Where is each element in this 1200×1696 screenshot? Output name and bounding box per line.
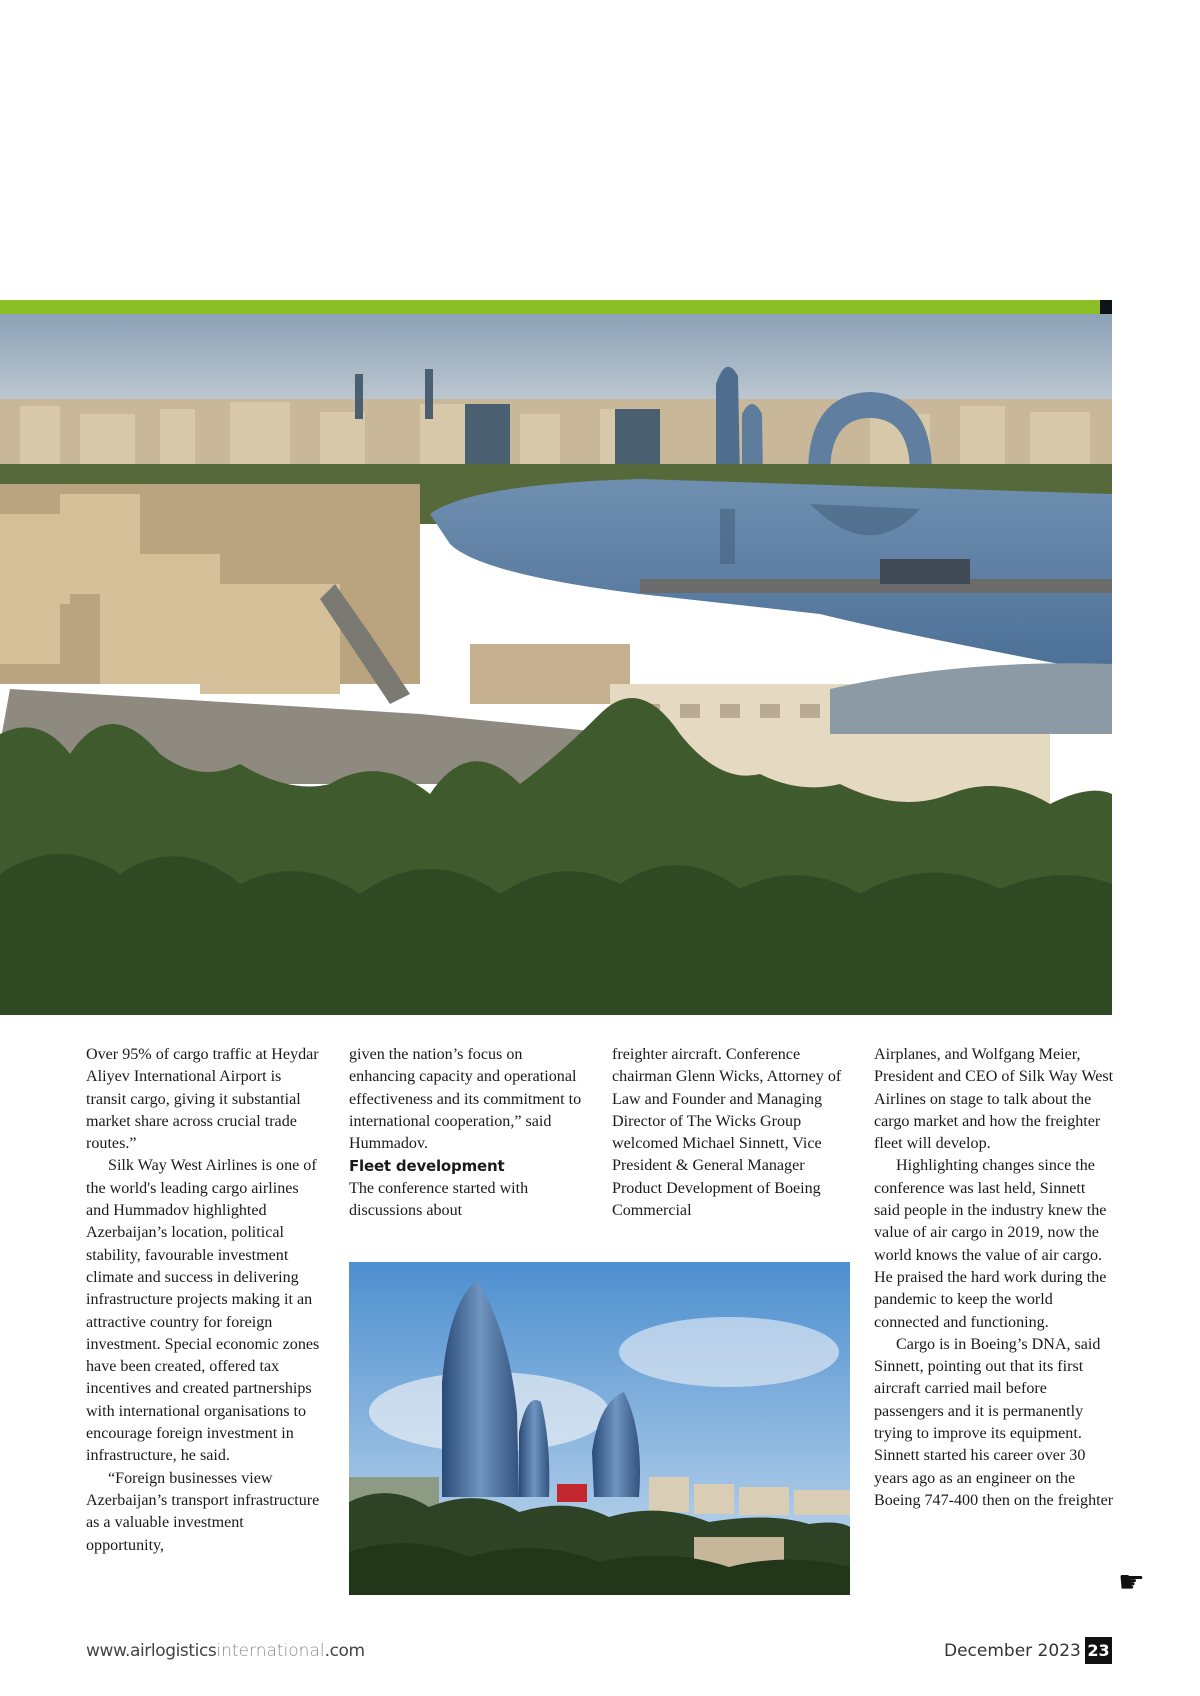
footer-website[interactable] <box>86 1641 365 1661</box>
url-light: international <box>216 1641 325 1661</box>
text-column-4 <box>874 1044 1114 1512</box>
url-prefix: www.airlogistics <box>86 1641 217 1661</box>
paragraph: Highlighting changes since the conference was last held, Sinnett said people in the industry knew the value of air cargo in 2019, now the world knows the value of air cargo. He praised the hard work during the pandemic to keep the world connected and functioning. <box>874 1157 1107 1331</box>
paragraph: The conference started with discussions about <box>349 1179 529 1220</box>
text-column-2 <box>349 1044 589 1222</box>
page-number: 23 <box>1085 1637 1112 1664</box>
flame-towers-photo <box>349 1262 850 1595</box>
paragraph: freighter aircraft. Conference chairman Glenn Wicks, Attorney of Law and Founder and Managing Director of The Wicks Group welcomed Michael Sinnett, Vice President & General Manager Product Development of Boeing Commercial <box>612 1046 842 1220</box>
paragraph: “Foreign businesses view Azerbaijan’s transport infrastructure as a valuable investment opportunity, <box>86 1469 320 1554</box>
accent-bar <box>0 300 1100 314</box>
paragraph: given the nation’s focus on enhancing capacity and operational effectiveness and its commitment to international cooperation,” said Hummadov. <box>349 1046 582 1153</box>
accent-square <box>1100 300 1112 314</box>
paragraph: Cargo is in Boeing’s DNA, said Sinnett, pointing out that its first aircraft carried mail before passengers and it is permanently trying to improve its equipment. Sinnett started his career over 30 years ago as an engineer on the Boeing 747-400 then on the freighter <box>874 1335 1114 1509</box>
paragraph: Over 95% of cargo traffic at Heydar Aliyev International Airport is transit cargo, giving it substantial market share across crucial trade routes.” <box>86 1046 319 1153</box>
text-column-3 <box>612 1044 852 1222</box>
continue-pointer-icon: ☛ <box>1118 1565 1145 1600</box>
hero-photo-baku-bay <box>0 314 1112 1015</box>
section-subheading: Fleet development <box>349 1157 505 1176</box>
footer-date: December 2023 <box>944 1641 1081 1661</box>
paragraph: Silk Way West Airlines is one of the world's leading cargo airlines and Hummadov highlighted Azerbaijan’s location, political stability, favourable investment climate and success in delivering infrastructure projects making it an attractive country for foreign investment. Special economic zones have been created, offered tax incentives and created partnerships with international organisations to encourage foreign investment in infrastructure, he said. <box>86 1157 320 1465</box>
text-column-1 <box>86 1044 321 1557</box>
url-suffix: .com <box>324 1641 365 1661</box>
paragraph: Airplanes, and Wolfgang Meier, President and CEO of Silk Way West Airlines on stage to talk about the cargo market and how the freighter fleet will develop. <box>874 1046 1114 1153</box>
